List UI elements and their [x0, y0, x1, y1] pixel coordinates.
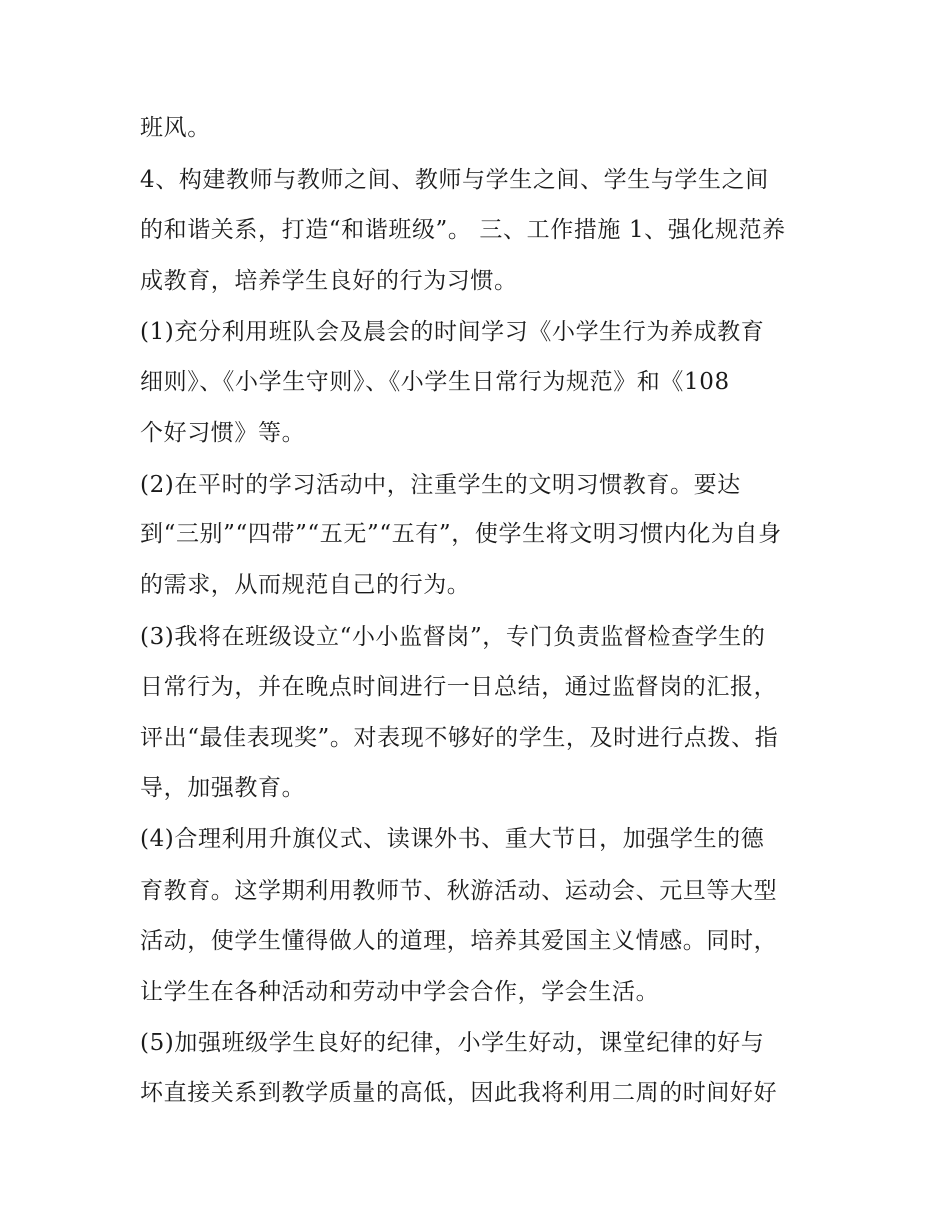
text-line: 班风。: [140, 115, 211, 141]
text-line: (3)我将在班级设立“小小监督岗”，专门负责监督检查学生的: [140, 624, 766, 650]
text-line: 的需求，从而规范自己的行为。: [140, 572, 471, 598]
text-line: (2)在平时的学习活动中，注重学生的文明习惯教育。要达: [140, 472, 741, 498]
text-line: 活动，使学生懂得做人的道理，培养其爱国主义情感。同时，: [140, 928, 778, 954]
text-line: 细则》、《小学生守则》、《小学生日常行为规范》和《108: [140, 369, 730, 395]
text-line: 坏直接关系到教学质量的高低，因此我将利用二周的时间好好: [140, 1080, 778, 1106]
text-line: (5)加强班级学生良好的纪律，小学生好动，课堂纪律的好与: [140, 1030, 765, 1056]
text-line: 评出“最佳表现奖”。对表现不够好的学生，及时进行点拨、指: [140, 725, 779, 751]
text-line: 育教育。这学期利用教师节、秋游活动、运动会、元旦等大型: [140, 878, 778, 904]
text-line: 4、构建教师与教师之间、教师与学生之间、学生与学生之间: [140, 167, 769, 193]
text-line: 到“三别”“四带”“五无”“五有”，使学生将文明习惯内化为自身: [140, 521, 782, 547]
text-line: 成教育，培养学生良好的行为习惯。: [140, 268, 518, 294]
text-line: (4)合理利用升旗仪式、读课外书、重大节日，加强学生的德: [140, 826, 765, 852]
text-line: 让学生在各种活动和劳动中学会合作，学会生活。: [140, 979, 660, 1005]
text-line: 个好习惯》等。: [140, 420, 306, 446]
text-line: 日常行为，并在晚点时间进行一日总结，通过监督岗的汇报，: [140, 674, 778, 700]
text-line: 导，加强教育。: [140, 775, 306, 801]
text-line: (1)充分利用班队会及晨会的时间学习《小学生行为养成教育: [140, 319, 765, 345]
text-line: 的和谐关系，打造“和谐班级”。 三、工作措施 1、强化规范养: [140, 217, 786, 243]
